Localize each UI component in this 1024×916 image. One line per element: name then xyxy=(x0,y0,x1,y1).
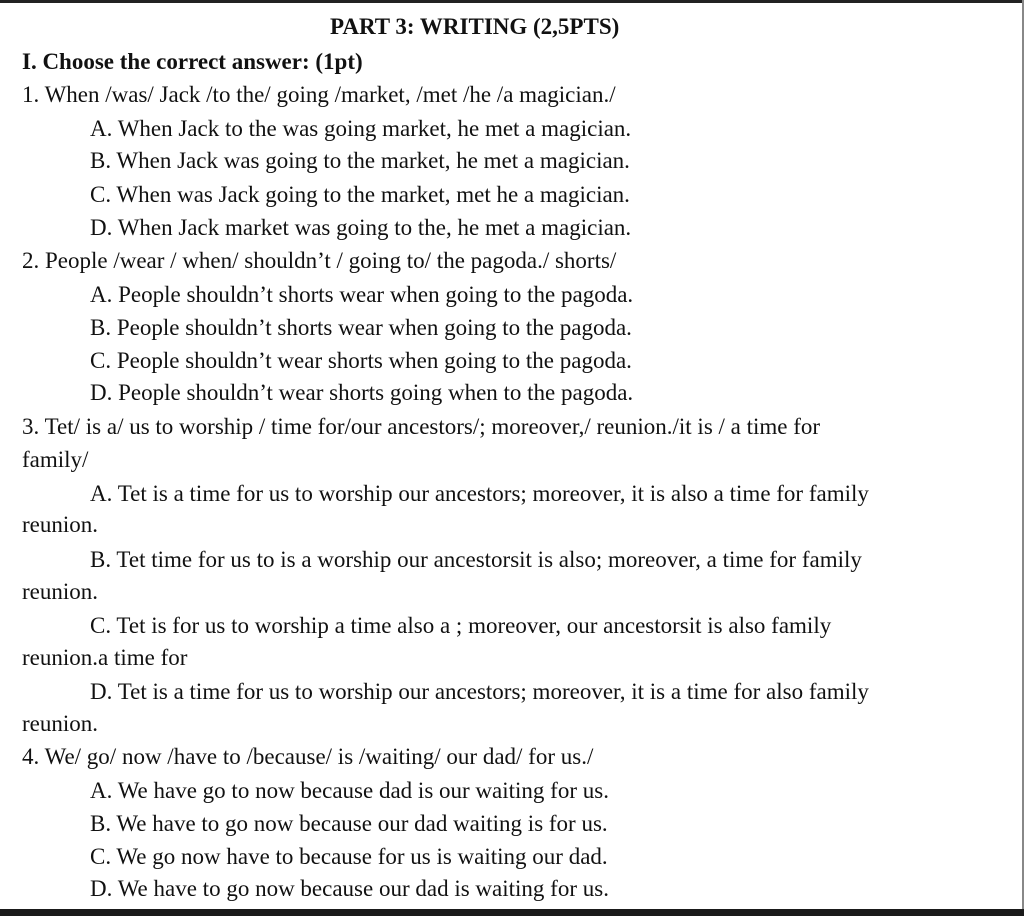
section-heading: I. Choose the correct answer: (1pt) xyxy=(22,49,363,74)
question-2-option-b: B. People shouldn’t shorts wear when going to the pagoda. xyxy=(90,315,632,340)
question-4-prompt: 4. We/ go/ now /have to /because/ is /waiting/ our dad/ for us./ xyxy=(22,744,594,769)
question-3-option-d-line-2: reunion. xyxy=(22,711,99,736)
bottom-border xyxy=(0,909,1024,916)
question-4-option-b: B. We have to go now because our dad waiting is for us. xyxy=(90,811,608,836)
question-1-option-a: A. When Jack to the was going market, he met a magician. xyxy=(90,116,632,141)
question-3-option-c-line-1: C. Tet is for us to worship a time also a ; moreover, our ancestorsit is also family xyxy=(90,613,832,638)
page-title: PART 3: WRITING (2,5PTS) xyxy=(330,14,620,39)
question-1-option-b: B. When Jack was going to the market, he met a magician. xyxy=(90,148,630,173)
top-border xyxy=(0,0,1024,3)
question-1-prompt: 1. When /was/ Jack /to the/ going /market, /met /he /a magician./ xyxy=(22,82,616,107)
question-3-option-d-line-1: D. Tet is a time for us to worship our ancestors; moreover, it is a time for also family xyxy=(90,679,869,704)
question-1-option-c: C. When was Jack going to the market, met he a magician. xyxy=(90,182,630,207)
question-3-option-b-line-2: reunion. xyxy=(22,579,99,604)
question-1-option-d: D. When Jack market was going to the, he met a magician. xyxy=(90,215,632,240)
question-4-option-a: A. We have go to now because dad is our waiting for us. xyxy=(90,778,609,803)
question-2-option-a: A. People shouldn’t shorts wear when going to the pagoda. xyxy=(90,282,634,307)
question-2-prompt: 2. People /wear / when/ shouldn’t / going to/ the pagoda./ shorts/ xyxy=(22,248,617,273)
question-3-prompt-line-2: family/ xyxy=(22,447,89,472)
question-3-option-a-line-1: A. Tet is a time for us to worship our ancestors; moreover, it is also a time for family xyxy=(90,481,869,506)
question-2-option-d: D. People shouldn’t wear shorts going when to the pagoda. xyxy=(90,380,634,405)
question-4-option-d: D. We have to go now because our dad is waiting for us. xyxy=(90,876,609,901)
question-2-option-c: C. People shouldn’t wear shorts when going to the pagoda. xyxy=(90,348,632,373)
question-4-option-c: C. We go now have to because for us is waiting our dad. xyxy=(90,844,608,869)
question-3-option-a-line-2: reunion. xyxy=(22,512,99,537)
question-3-prompt-line-1: 3. Tet/ is a/ us to worship / time for/our ancestors/; moreover,/ reunion./it is / a time for xyxy=(22,414,821,439)
question-3-option-b-line-1: B. Tet time for us to is a worship our ancestorsit is also; moreover, a time for family xyxy=(90,547,862,572)
question-3-option-c-line-2: reunion.a time for xyxy=(22,645,188,670)
